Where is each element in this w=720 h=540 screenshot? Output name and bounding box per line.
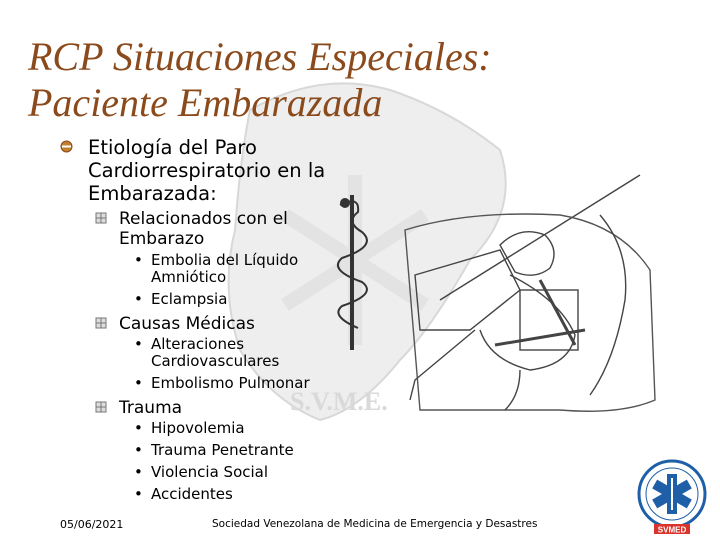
bullet-dot-icon: • — [134, 485, 143, 503]
list-item — [134, 251, 321, 286]
list-item — [134, 335, 311, 370]
list-item — [134, 419, 331, 437]
list-item — [134, 374, 331, 392]
square-bullet-icon — [95, 212, 107, 224]
bullet-dot-icon: • — [134, 251, 143, 269]
list-item-text: Alteraciones Cardiovasculares — [151, 335, 280, 370]
list-item — [134, 441, 331, 459]
slide-title: RCP Situaciones Especiales: Paciente Embarazada — [28, 34, 492, 125]
svmed-logo — [632, 458, 712, 536]
list-item-text: Accidentes — [151, 485, 233, 503]
list-item-text: Eclampsia — [151, 290, 228, 308]
group-label-text: Causas Médicas — [119, 314, 255, 334]
main-heading: Etiología del Paro Cardiorrespiratorio en la Embarazada: — [88, 136, 326, 205]
list-item — [134, 463, 331, 481]
bullet-dot-icon: • — [134, 419, 143, 437]
list-item-text: Hipovolemia — [151, 419, 245, 437]
square-bullet-icon — [95, 317, 107, 329]
list-item-text: Embolia del Líquido Amniótico — [151, 251, 299, 286]
footer-date: 05/06/2021 — [60, 518, 124, 531]
bullet-dot-icon: • — [134, 441, 143, 459]
group-label — [119, 398, 319, 418]
ring-bullet-icon — [60, 140, 73, 153]
bullet-dot-icon: • — [134, 335, 143, 353]
bullet-dot-icon: • — [134, 290, 143, 308]
list-item — [134, 290, 321, 308]
watermark-text: S.V.M.E. — [290, 387, 388, 416]
group-label — [119, 314, 319, 334]
bullet-dot-icon: • — [134, 374, 143, 392]
logo-text: SVMED — [657, 525, 687, 535]
group-label — [119, 209, 319, 249]
bullet-dot-icon: • — [134, 463, 143, 481]
group-label-text: Trauma — [119, 398, 183, 418]
list-item-text: Violencia Social — [151, 463, 269, 481]
group-label-text: Relacionados con el Embarazo — [119, 209, 288, 249]
square-bullet-icon — [95, 401, 107, 413]
list-item — [134, 485, 331, 503]
main-bullet — [66, 136, 366, 205]
footer-organization: Sociedad Venezolana de Medicina de Emergencia y Desastres — [212, 518, 538, 530]
list-item-text: Embolismo Pulmonar — [151, 374, 310, 392]
list-item-text: Trauma Penetrante — [151, 441, 294, 459]
